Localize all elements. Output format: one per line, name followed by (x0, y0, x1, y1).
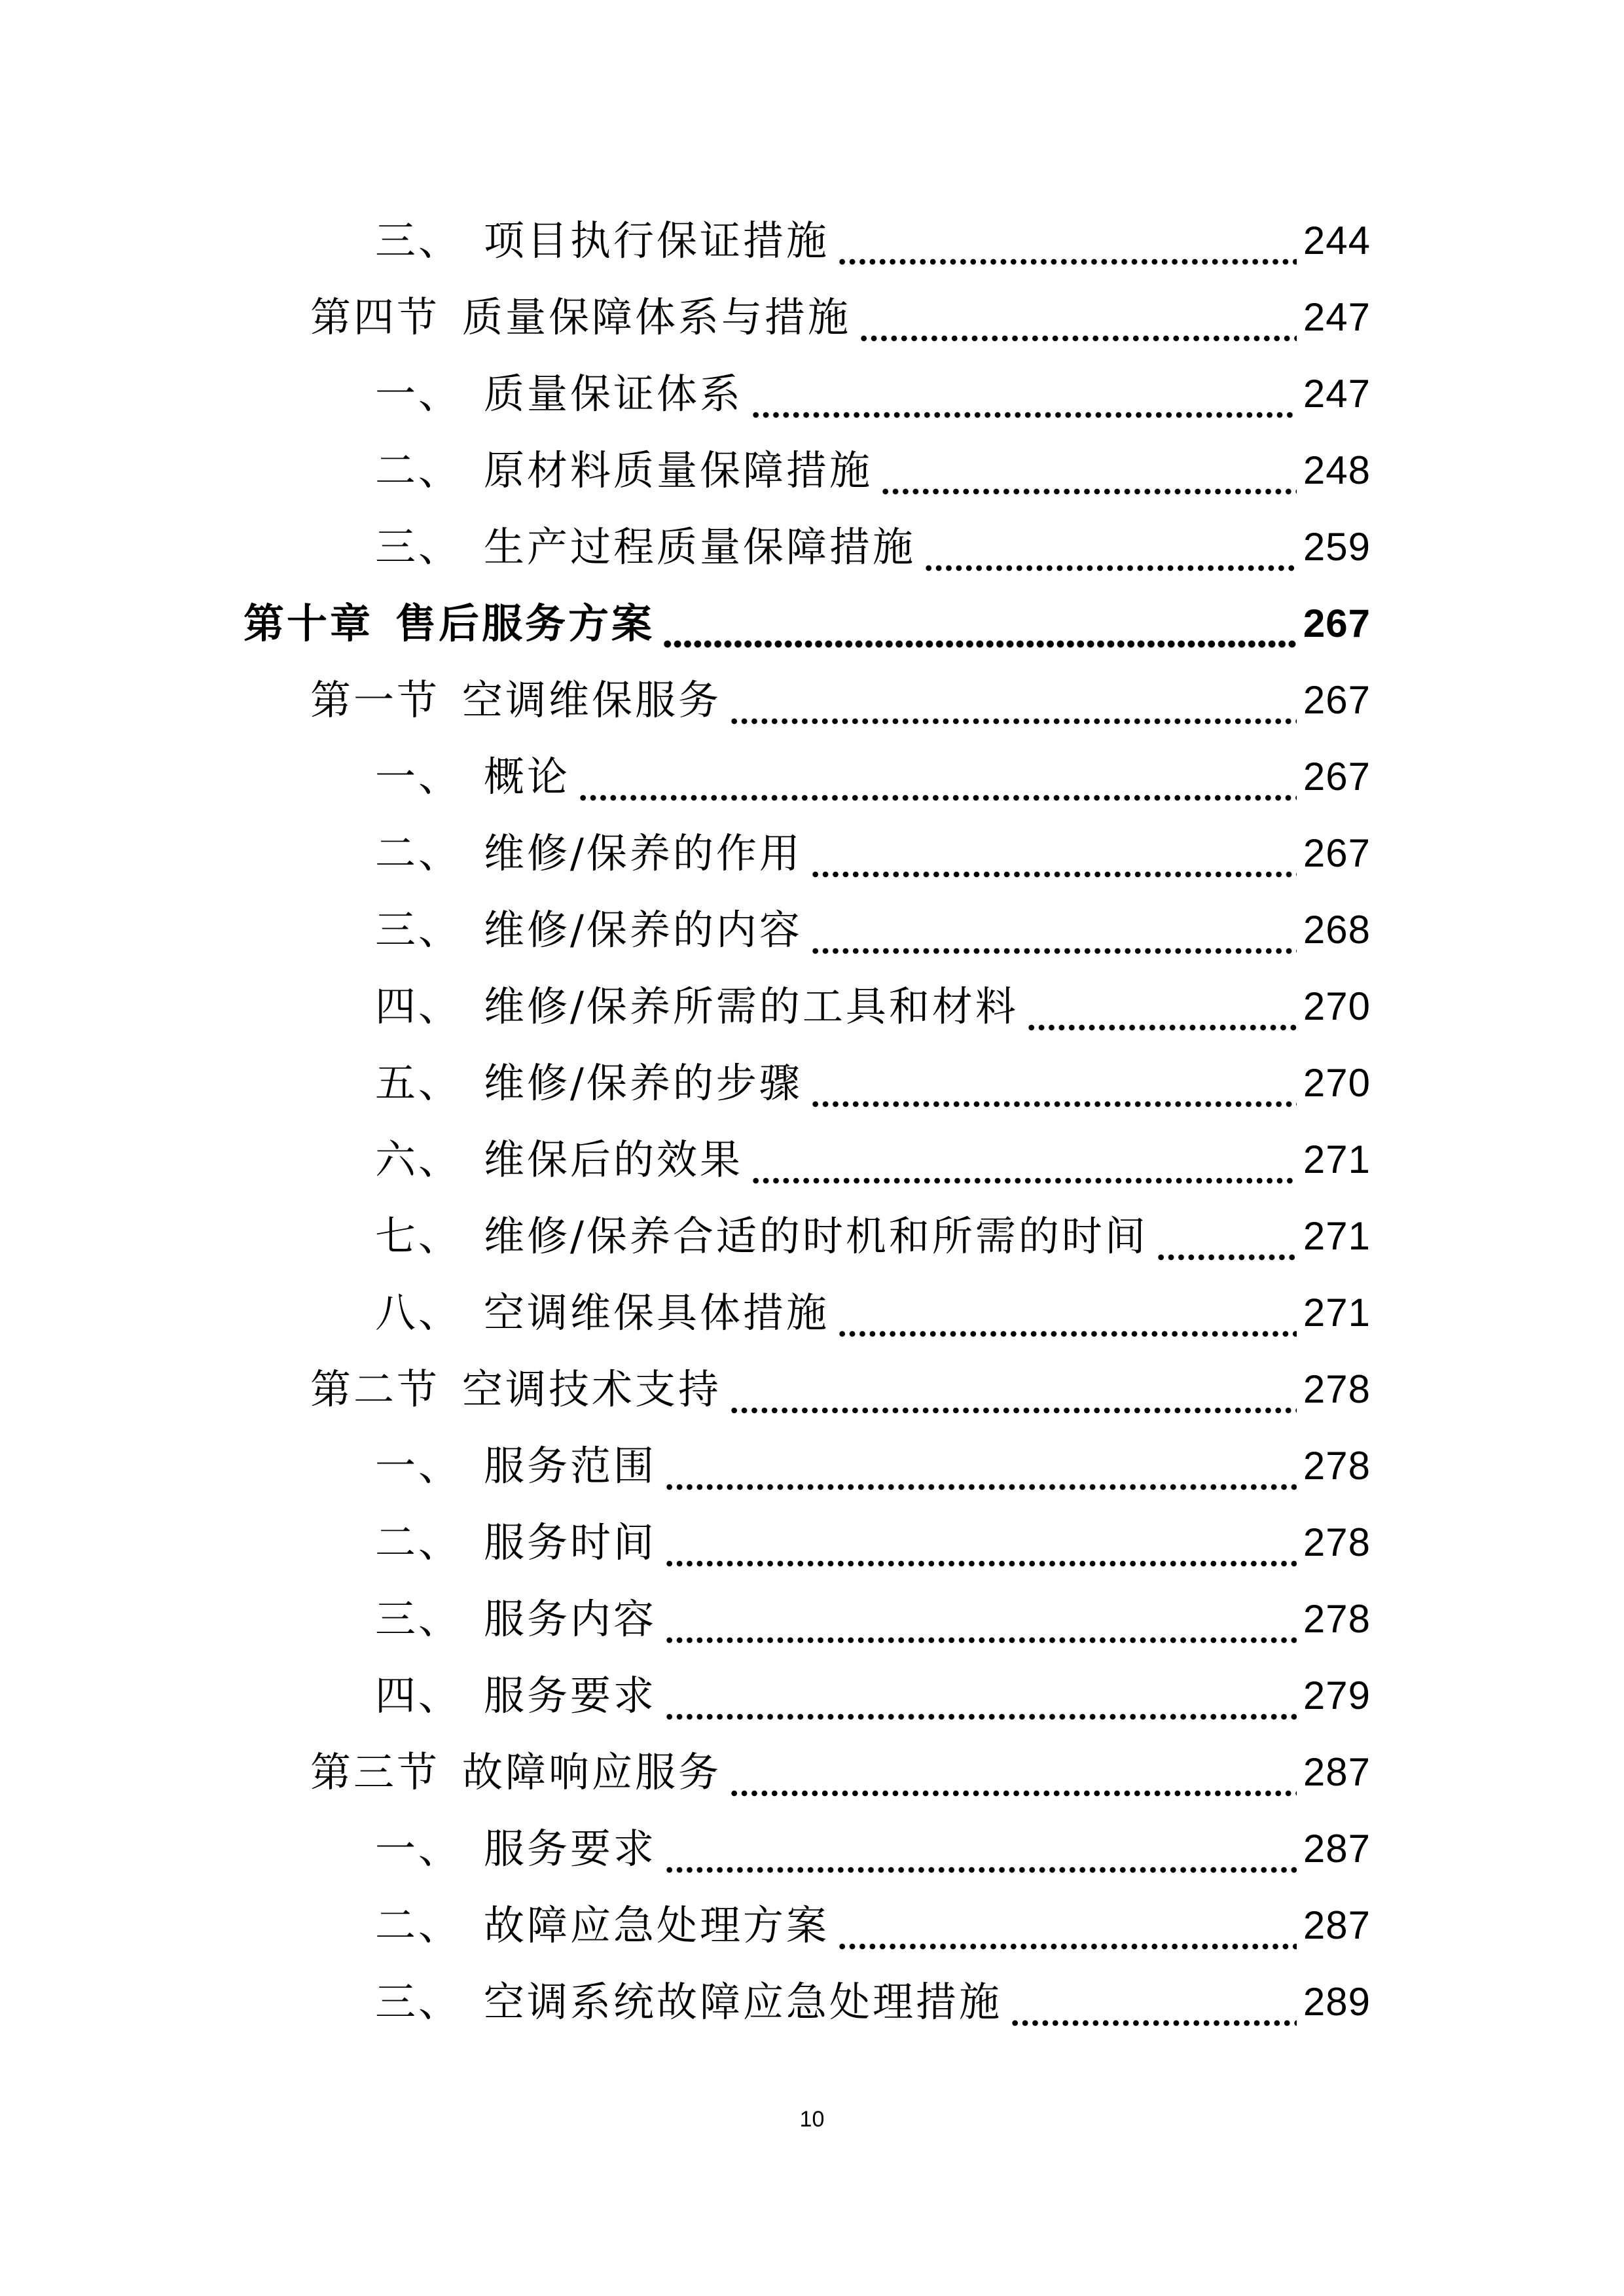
dot-leader (664, 1663, 1297, 1729)
toc-entry-number: 三、 (375, 1978, 462, 2026)
toc-entry-page: 278 (1303, 1444, 1371, 1488)
dot-leader (1010, 1969, 1297, 2035)
dot-leader (729, 668, 1297, 733)
dot-leader (810, 821, 1297, 886)
toc-entry-title: 空调维保服务 (462, 676, 722, 724)
toc-entry-number: 一、 (375, 1825, 462, 1873)
toc-entry-title: 维修/保养的作用 (484, 829, 803, 877)
toc-entry-title: 空调系统故障应急处理措施 (484, 1978, 1003, 2026)
toc-entry-title: 服务范围 (484, 1442, 657, 1490)
dot-leader (729, 1357, 1297, 1422)
dot-leader (837, 1280, 1297, 1346)
toc-entry[interactable] (0, 1816, 1371, 1882)
toc-entry[interactable] (0, 974, 1371, 1039)
toc-entry-page: 271 (1303, 1291, 1371, 1335)
toc-entry-number: 一、 (375, 370, 462, 418)
dot-leader (664, 1433, 1297, 1499)
toc-entry-page: 279 (1303, 1674, 1371, 1717)
toc-entry-page: 278 (1303, 1520, 1371, 1564)
toc-entry[interactable] (0, 1357, 1371, 1422)
toc-entry-page: 259 (1303, 525, 1371, 569)
toc-entry[interactable] (0, 1969, 1371, 2035)
toc-entry-number: 六、 (375, 1136, 462, 1183)
dot-leader (924, 514, 1297, 580)
toc-entry-title: 原材料质量保障措施 (484, 446, 873, 494)
toc-entry-number: 三、 (375, 1595, 462, 1643)
toc-entry-number: 二、 (375, 446, 462, 494)
toc-entry[interactable] (0, 361, 1371, 427)
toc-entry-page: 270 (1303, 984, 1371, 1028)
toc-entry-title: 维修/保养的步骤 (484, 1059, 803, 1107)
toc-entry[interactable] (0, 1280, 1371, 1346)
toc-chapter-entry[interactable] (0, 591, 1371, 656)
toc-entry-number: 三、 (375, 523, 462, 571)
toc-entry-title: 服务要求 (484, 1672, 657, 1719)
toc-entry-page: 248 (1303, 448, 1371, 492)
toc-entry-title: 概论 (484, 753, 571, 800)
toc-entry-title: 服务要求 (484, 1825, 657, 1873)
toc-entry[interactable] (0, 1050, 1371, 1116)
toc-entry-page: 267 (1303, 601, 1371, 645)
dot-leader (1156, 1204, 1297, 1269)
dot-leader (859, 285, 1297, 350)
toc-entry-number: 三、 (375, 906, 462, 954)
toc-entry-title: 故障应急处理方案 (484, 1901, 830, 1949)
toc-entry-number: 二、 (375, 1901, 462, 1949)
toc-entry[interactable] (0, 208, 1371, 274)
toc-entry-title: 故障响应服务 (462, 1748, 722, 1796)
dot-leader (837, 1893, 1297, 1958)
dot-leader (810, 1050, 1297, 1116)
toc-entry-title: 质量保障体系与措施 (462, 293, 852, 341)
toc-entry-number: 五、 (375, 1059, 462, 1107)
toc-entry-page: 247 (1303, 372, 1371, 416)
toc-entry-title: 质量保证体系 (484, 370, 744, 418)
toc-entry-page: 271 (1303, 1214, 1371, 1258)
toc-entry-page: 287 (1303, 1827, 1371, 1871)
toc-entry[interactable] (0, 744, 1371, 810)
toc-entry-page: 278 (1303, 1597, 1371, 1641)
dot-leader (751, 1127, 1297, 1193)
toc-entry-number: 第三节 (310, 1748, 441, 1796)
toc-entry-title: 生产过程质量保障措施 (484, 523, 916, 571)
toc-entry-number: 八、 (375, 1289, 462, 1336)
toc-entry-title: 售后服务方案 (395, 600, 655, 647)
toc-entry-number: 二、 (375, 829, 462, 877)
dot-leader (810, 897, 1297, 963)
toc-entry-number: 一、 (375, 753, 462, 800)
toc-entry-number: 第一节 (310, 676, 441, 724)
toc-entry-page: 278 (1303, 1367, 1371, 1411)
toc-entry[interactable] (0, 1127, 1371, 1193)
toc-entry[interactable] (0, 668, 1371, 733)
toc-entry[interactable] (0, 1740, 1371, 1805)
toc-entry-page: 244 (1303, 219, 1371, 262)
toc-entry-title: 维修/保养的内容 (484, 906, 803, 954)
dot-leader (578, 744, 1297, 810)
dot-leader (837, 208, 1297, 274)
dot-leader (751, 361, 1297, 427)
toc-entry[interactable] (0, 1510, 1371, 1575)
toc-entry[interactable] (0, 285, 1371, 350)
toc-entry-title: 维修/保养所需的工具和材料 (484, 982, 1019, 1030)
toc-entry-page: 268 (1303, 908, 1371, 952)
toc-entry-number: 二、 (375, 1518, 462, 1566)
toc-entry-number: 第二节 (310, 1365, 441, 1413)
toc-entry-number: 四、 (375, 982, 462, 1030)
toc-entry[interactable] (0, 1893, 1371, 1958)
toc-entry-page: 271 (1303, 1138, 1371, 1181)
toc-entry[interactable] (0, 1587, 1371, 1652)
toc-entry-number: 一、 (375, 1442, 462, 1490)
toc-entry[interactable] (0, 897, 1371, 963)
dot-leader (880, 438, 1297, 503)
toc-entry-number: 四、 (375, 1672, 462, 1719)
toc-entry-title: 空调维保具体措施 (484, 1289, 830, 1336)
toc-entry-title: 维修/保养合适的时机和所需的时间 (484, 1212, 1148, 1260)
toc-entry[interactable] (0, 1663, 1371, 1729)
dot-leader (664, 1816, 1297, 1882)
toc-entry-number: 三、 (375, 217, 462, 264)
toc-entry-title: 服务内容 (484, 1595, 657, 1643)
toc-entry[interactable] (0, 1433, 1371, 1499)
toc-entry-title: 维保后的效果 (484, 1136, 744, 1183)
dot-leader (1026, 974, 1297, 1039)
toc-entry-page: 247 (1303, 295, 1371, 339)
toc-entry-number: 七、 (375, 1212, 462, 1260)
toc-entry-page: 270 (1303, 1061, 1371, 1105)
toc-entry-page: 287 (1303, 1750, 1371, 1794)
toc-entry-page: 287 (1303, 1903, 1371, 1947)
toc-entry-title: 项目执行保证措施 (484, 217, 830, 264)
toc-entry-title: 服务时间 (484, 1518, 657, 1566)
toc-entry[interactable] (0, 1204, 1371, 1269)
page-footer-number: 10 (799, 2107, 825, 2132)
dot-leader (662, 591, 1297, 656)
toc-entry-page: 267 (1303, 678, 1371, 722)
toc-entry-page: 267 (1303, 755, 1371, 798)
toc-entry-page: 289 (1303, 1980, 1371, 2024)
toc-entry[interactable] (0, 821, 1371, 886)
toc-entry-number: 第十章 (244, 600, 374, 647)
toc-entry-page: 267 (1303, 831, 1371, 875)
toc-entry-title: 空调技术支持 (462, 1365, 722, 1413)
toc-entry[interactable] (0, 514, 1371, 580)
dot-leader (664, 1510, 1297, 1575)
toc-entry-number: 第四节 (310, 293, 441, 341)
toc-entry[interactable] (0, 438, 1371, 503)
dot-leader (729, 1740, 1297, 1805)
dot-leader (664, 1587, 1297, 1652)
